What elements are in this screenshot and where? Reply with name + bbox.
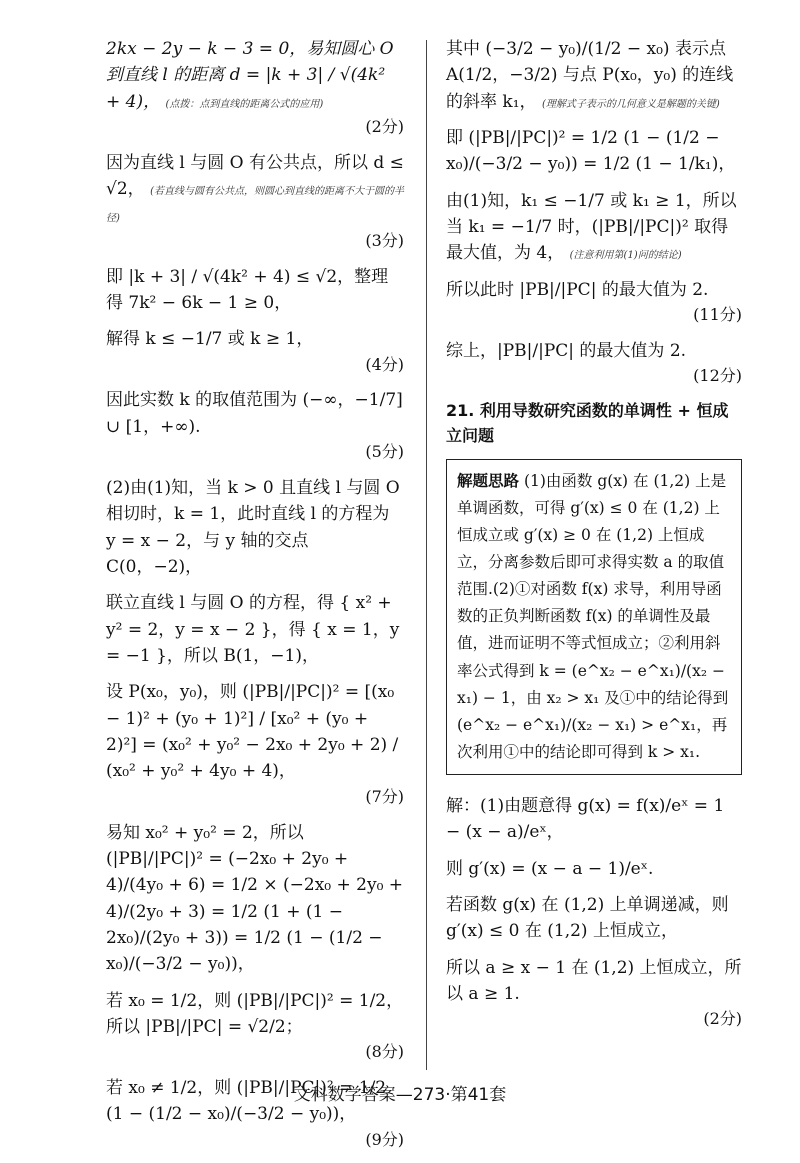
paragraph-text: 解：(1)由题意得 g(x) = f(x)/eˣ = 1 − (x − a)/eˣ， [446, 796, 725, 843]
paragraph-text: 所以此时 |PB|/|PC| 的最大值为 2. [446, 279, 709, 300]
paragraph [106, 590, 404, 669]
paragraph [106, 36, 404, 140]
paragraph-text: 设 P(x₀，y₀)，则 (|PB|/|PC|)² = [(x₀ − 1)² + (y₀ + 1)²] / [x₀² + (y₀ + 2)²] = (x₀² + y₀² − 2x₀ + 2y₀ + 2) / (x₀² + y₀² + 4y₀ + 4)， [106, 682, 399, 782]
paragraph [446, 892, 742, 945]
question-21-title: 21. 利用导数研究函数的单调性 + 恒成立问题 [446, 401, 729, 445]
paragraph-text: 联立直线 l 与圆 O 的方程，得 { x² + y² = 2，y = x − 2 }，得 { x = 1，y = −1 }，所以 B(1，−1)， [106, 593, 400, 667]
score-mark: (11分) [693, 305, 742, 325]
annotation-note: (注意利用第(1)问的结论) [569, 250, 682, 262]
right-column [446, 36, 742, 1042]
score-mark: (2分) [365, 117, 404, 137]
solution-idea-box [446, 459, 742, 775]
paragraph [446, 338, 742, 389]
paragraph-text: 因此实数 k 的取值范围为 (−∞，−1/7] ∪ [1，+∞). [106, 390, 403, 437]
score-mark: (9分) [365, 1129, 404, 1149]
page-footer: 文科数学答案—273·第41套 [293, 1085, 507, 1105]
paragraph-text: (2)由(1)知，当 k > 0 且直线 l 与圆 O 相切时，k = 1，此时直线 l 的方程为 y = x − 2，与 y 轴的交点 C(0，−2)， [106, 477, 400, 577]
paragraph [106, 679, 404, 809]
paragraph [446, 856, 742, 882]
paragraph [106, 264, 404, 317]
paragraph [446, 125, 742, 178]
paragraph-text: 即 (|PB|/|PC|)² = 1/2 (1 − (1/2 − x₀)/(−3/2 − y₀)) = 1/2 (1 − 1/k₁)， [446, 128, 736, 175]
solution-idea-text: (1)由函数 g(x) 在 (1,2) 上是单调函数，可得 g′(x) ≤ 0 在 (1,2) 上恒成立或 g′(x) ≥ 0 在 (1,2) 上恒成立，分离参数后即可求得实数 a 的取值范围.(2)①对函数 f(x) 求导，利用导函数的正负判断函数 f(x) 的单调性及最值，进而证明不等式恒成立；②利用斜率公式得到 k = (e^x₂ − e^x₁)/(x₂ − x₁) − 1，由 x₂ > x₁ 及①中的结论得到 (e^x₂ − e^x₁)/(x₂ − x₁) > e^x₁，再次利用①中的结论即可得到 k > x₁. [457, 471, 729, 761]
paragraph [106, 988, 404, 1065]
score-mark: (4分) [365, 354, 404, 374]
paragraph-text: 所以 a ≥ x − 1 在 (1,2) 上恒成立，所以 a ≥ 1. [446, 957, 742, 1005]
distance-formula-text: 2kx − 2y − k − 3 = 0，易知圆心 O 到直线 l 的距离 d = |k + 3| / √(4k² + 4)， [106, 39, 394, 112]
paragraph-text: 易知 x₀² + y₀² = 2，所以 (|PB|/|PC|)² = (−2x₀ + 2y₀ + 4)/(4y₀ + 6) = 1/2 × (−2x₀ + 2y₀ + 4)/(2y₀ + 3) = 1/2 (1 + (1 − 2x₀)/(2y₀ + 3)) = 1/2 (1 − (1/2 − x₀)/(−3/2 − y₀))， [106, 822, 404, 975]
paragraph-text: 若 x₀ = 1/2，则 (|PB|/|PC|)² = 1/2，所以 |PB|/|PC| = √2/2； [106, 990, 404, 1037]
paragraph [106, 326, 404, 377]
score-mark: (7分) [365, 786, 404, 806]
left-column [106, 36, 404, 1163]
paragraph [446, 955, 742, 1032]
annotation-note: (理解式子表示的几何意义是解题的关键) [541, 98, 720, 110]
paragraph [106, 475, 404, 580]
score-mark: (5分) [365, 442, 404, 462]
score-mark: (2分) [703, 1009, 742, 1029]
paragraph-text: 综上，|PB|/|PC| 的最大值为 2. [446, 340, 687, 361]
score-mark: (12分) [693, 366, 742, 386]
score-mark: (8分) [365, 1042, 404, 1062]
column-divider [426, 40, 427, 1070]
paragraph-text: 由(1)知，k₁ ≤ −1/7 或 k₁ ≥ 1，所以当 k₁ = −1/7 时，(|PB|/|PC|)² 取得最大值，为 4， [446, 190, 737, 264]
paragraph [446, 793, 742, 846]
annotation-note: (若直线与圆有公共点，则圆心到直线的距离不大于圆的半径) [106, 186, 404, 224]
paragraph [446, 36, 742, 115]
score-mark: (3分) [365, 230, 404, 250]
paragraph [106, 387, 404, 464]
annotation-note: (点拨：点到直线的距离公式的应用) [165, 98, 324, 110]
solution-idea-label: 解题思路 [457, 471, 520, 490]
paragraph-text: 其中 (−3/2 − y₀)/(1/2 − x₀) 表示点 A(1/2，−3/2) 与点 P(x₀，y₀) 的连线的斜率 k₁， [446, 39, 734, 112]
paragraph [446, 277, 742, 328]
paragraph-text: 即 |k + 3| / √(4k² + 4) ≤ √2，整理得 7k² − 6k − 1 ≥ 0， [106, 266, 389, 313]
paragraph-text: 若函数 g(x) 在 (1,2) 上单调递减，则 g′(x) ≤ 0 在 (1,2) 上恒成立， [446, 895, 729, 942]
paragraph-text: 因为直线 l 与圆 O 有公共点，所以 d ≤ √2， [106, 152, 404, 200]
paragraph-text: 解得 k ≤ −1/7 或 k ≥ 1， [106, 329, 314, 350]
paragraph-text: 若 x₀ ≠ 1/2，则 (|PB|/|PC|)² = 1/2 (1 − (1/2 − x₀)/(−3/2 − y₀))， [106, 1078, 387, 1125]
paragraph-text: 则 g′(x) = (x − a − 1)/eˣ. [446, 858, 654, 879]
paragraph [106, 820, 404, 978]
paragraph [106, 150, 404, 254]
paragraph [446, 188, 742, 267]
